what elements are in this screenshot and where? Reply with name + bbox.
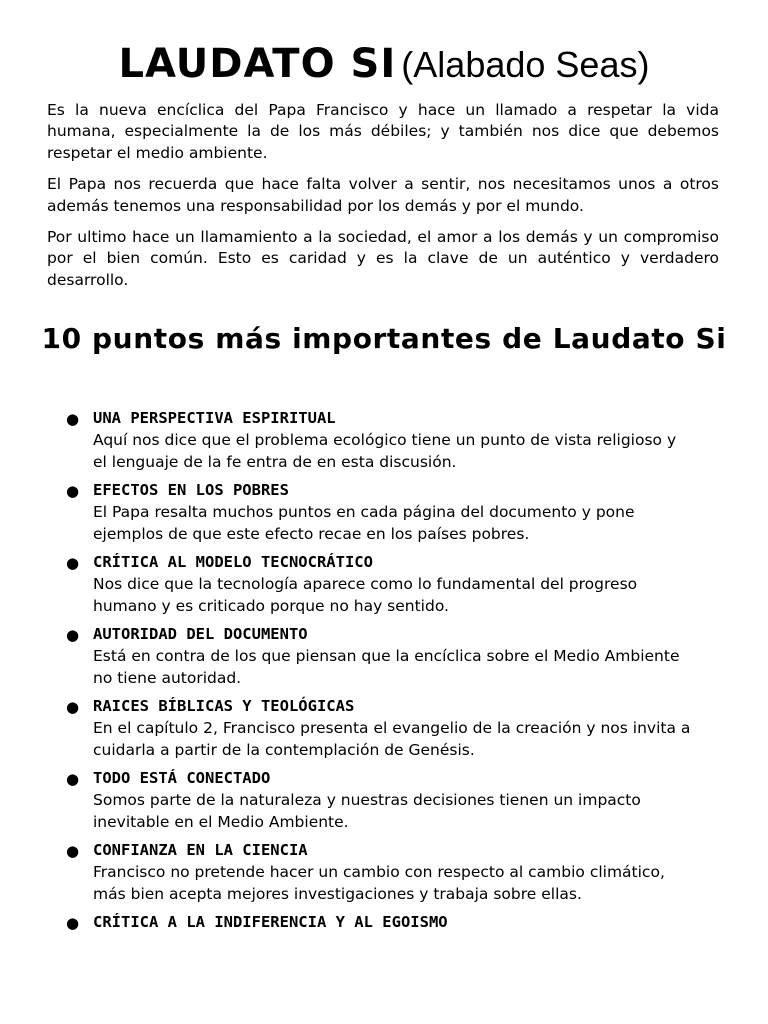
list-item <box>0 551 768 617</box>
intro-paragraph: Por ultimo hace un llamamiento a la sociedad, el amor a los demás y un compromiso por el bien común. Esto es caridad y es la clave de un auténtico y verdadero desarrollo. <box>47 228 719 289</box>
title-main: LAUDATO SI <box>118 41 397 87</box>
bullet-icon: ● <box>66 482 80 500</box>
point-description: Aquí nos dice que el problema ecológico tiene un punto de vista religioso y el lenguaje de la fe entra de en esta discusión. <box>93 431 677 471</box>
point-description: En el capítulo 2, Francisco presenta el evangelio de la creación y nos invita a cuidarla a partir de la contemplación de Genésis. <box>93 719 691 759</box>
point-description: Nos dice que la tecnología aparece como lo fundamental del progreso humano y es criticado porque no hay sentido. <box>93 575 638 615</box>
list-item <box>0 479 768 545</box>
point-title: EFECTOS EN LOS POBRES <box>93 481 289 499</box>
title-subtitle: (Alabado Seas) <box>401 44 650 85</box>
bullet-icon: ● <box>66 914 80 932</box>
bullet-icon: ● <box>66 770 80 788</box>
point-title: AUTORIDAD DEL DOCUMENTO <box>93 625 308 643</box>
bullet-icon: ● <box>66 698 80 716</box>
intro-paragraph: Es la nueva encíclica del Papa Francisco y hace un llamado a respetar la vida humana, especialmente la de los más débiles; y también nos dice que debemos respetar el medio ambiente. <box>47 101 719 162</box>
section-heading: 10 puntos más importantes de Laudato Si <box>41 322 727 355</box>
point-title: CRÍTICA A LA INDIFERENCIA Y AL EGOISMO <box>93 913 448 931</box>
points-list <box>0 407 768 939</box>
point-title: CRÍTICA AL MODELO TECNOCRÁTICO <box>93 553 373 571</box>
point-description: El Papa resalta muchos puntos en cada página del documento y pone ejemplos de que este efecto recae en los países pobres. <box>93 503 635 543</box>
point-description: Está en contra de los que piensan que la encíclica sobre el Medio Ambiente no tiene autoridad. <box>93 647 680 687</box>
list-item <box>0 623 768 689</box>
point-title: CONFIANZA EN LA CIENCIA <box>93 841 308 859</box>
point-description: Francisco no pretende hacer un cambio con respecto al cambio climático, más bien acepta mejores investigaciones y trabaja sobre ellas. <box>93 863 665 903</box>
point-title: UNA PERSPECTIVA ESPIRITUAL <box>93 409 336 427</box>
bullet-icon: ● <box>66 842 80 860</box>
intro-paragraph: El Papa nos recuerda que hace falta volver a sentir, nos necesitamos unos a otros además tenemos una responsabilidad por los demás y por el mundo. <box>47 175 719 215</box>
list-item <box>0 407 768 473</box>
point-title: RAICES BÍBLICAS Y TEOLÓGICAS <box>93 697 355 715</box>
list-item <box>0 839 768 905</box>
bullet-icon: ● <box>66 554 80 572</box>
list-item <box>0 911 768 933</box>
bullet-icon: ● <box>66 410 80 428</box>
point-title: TODO ESTÁ CONECTADO <box>93 769 271 787</box>
intro-section <box>47 100 719 301</box>
point-description: Somos parte de la naturaleza y nuestras decisiones tienen un impacto inevitable en el Medio Ambiente. <box>93 791 641 831</box>
list-item <box>0 767 768 833</box>
bullet-icon: ● <box>66 626 80 644</box>
list-item <box>0 695 768 761</box>
document-title <box>0 34 768 102</box>
